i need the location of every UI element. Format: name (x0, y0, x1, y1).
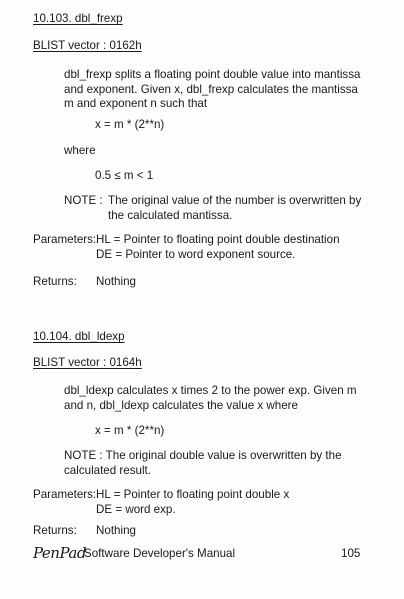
note-label: NOTE : (64, 194, 103, 207)
parameters-label: Parameters: (33, 233, 97, 246)
note-text: The original value of the number is overwritten by the calculated mantissa. (108, 194, 362, 222)
formula: x = m * (2**n) (95, 424, 165, 437)
constraint: 0.5 ≤ m < 1 (95, 169, 154, 182)
section-heading: 10.103. dbl_frexp (33, 12, 123, 25)
parameter-line: HL = Pointer to floating point double destination (96, 233, 340, 246)
returns-label: Returns: (33, 275, 77, 288)
description: dbl_frexp splits a floating point double value into mantissa and exponent. Given x, dbl_frexp calculates the mantissa m and exponent n such that (64, 68, 361, 110)
returns-value: Nothing (96, 524, 136, 537)
where-label: where (64, 144, 96, 157)
note-text: NOTE : The original double value is overwritten by the calculated result. (64, 449, 342, 477)
parameter-line: DE = Pointer to word exponent source. (96, 248, 296, 261)
footer-title: Software Developer's Manual (84, 547, 236, 560)
formula: x = m * (2**n) (95, 118, 165, 131)
parameters-label: Parameters: (33, 488, 97, 501)
parameter-line: DE = word exp. (96, 503, 176, 516)
page-number: 105 (341, 547, 361, 560)
penpad-logo: PenPad (33, 544, 86, 562)
returns-label: Returns: (33, 524, 77, 537)
returns-value: Nothing (96, 275, 136, 288)
description: dbl_ldexp calculates x times 2 to the power exp. Given m and n, dbl_ldexp calculates the value x where (64, 384, 357, 412)
parameter-line: HL = Pointer to floating point double x (96, 488, 290, 501)
blist-vector: BLIST vector : 0162h (33, 39, 142, 52)
section-heading: 10.104. dbl_ldexp (33, 330, 125, 343)
blist-vector: BLIST vector : 0164h (33, 356, 142, 369)
